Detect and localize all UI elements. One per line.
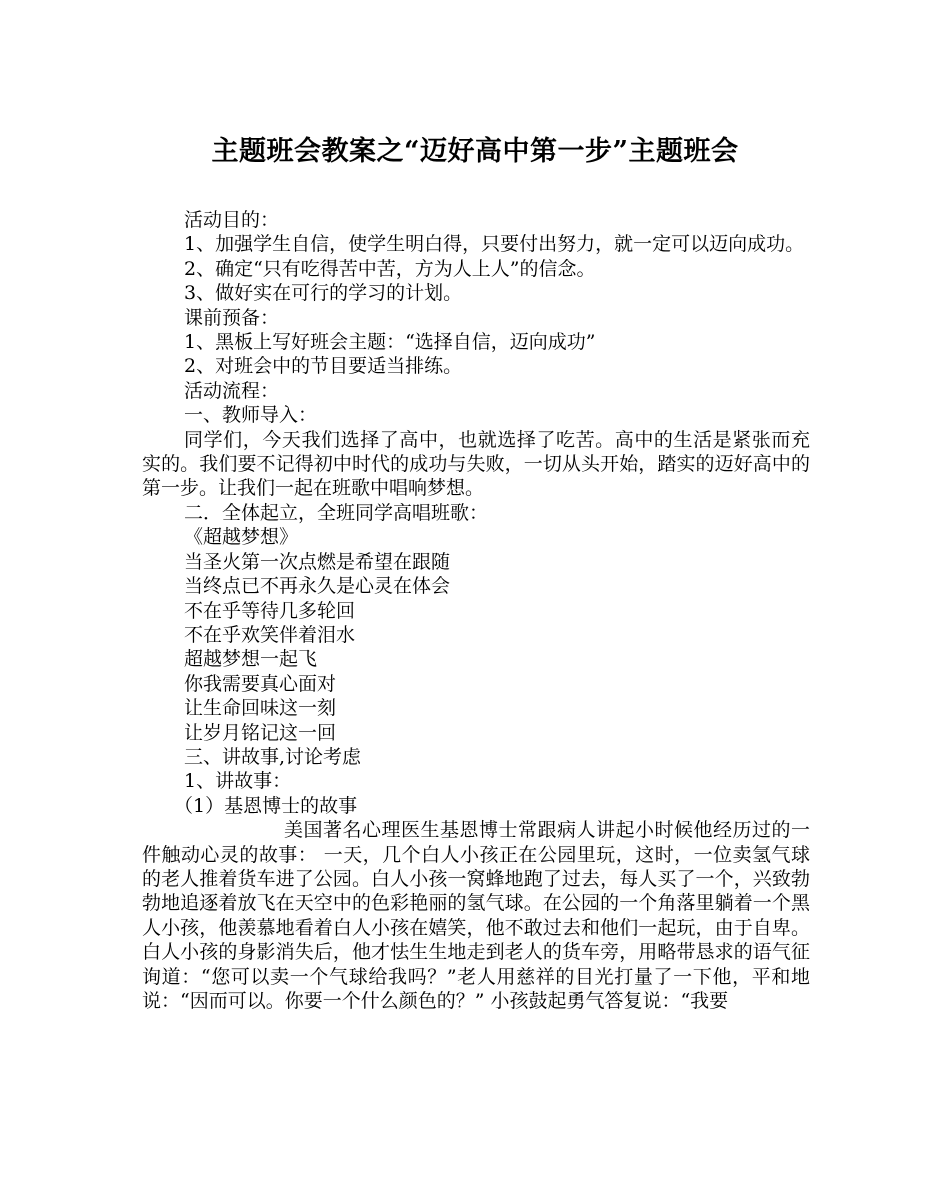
song-line: 让生命回味这一刻 <box>184 697 337 720</box>
document-title: 主题班会教案之“迈好高中第一步”主题班会 <box>211 136 739 167</box>
paragraph-story-heading: 1、讲故事： <box>184 770 292 793</box>
paragraph-story-body: 美国著名心理医生基恩博士常跟病人讲起小时候他经历过的一件触动心灵的故事： 一天，几个白人小孩正在公园里玩，这时，一位卖氢气球的老人推着货车进了公园。白人小孩一窝蜂地跑了过去，每人买了一个，兴致勃勃地追逐着放飞在天空中的色彩艳丽的氢气球。在公园的一个角落里躺着一个黑人小孩，他羡慕地看着白人小孩在嬉笑，他不敢过去和他们一起玩，由于自卑。白人小孩的身影消失后，他才怯生生地走到老人的货车旁，用略带恳求的语气征询道：“您可以卖一个气球给我吗？”老人用慈祥的目光打量了一下他，平和地说：“因而可以。你要一个什么颜色的？” 小孩鼓起勇气答复说：“我要 <box>142 819 810 1012</box>
document-body <box>142 208 810 1013</box>
song-line: 当圣火第一次点燃是希望在跟随 <box>184 550 451 573</box>
song-line: 不在乎等待几多轮回 <box>184 599 356 622</box>
song-line: 当终点已不再永久是心灵在体会 <box>184 575 451 598</box>
paragraph-activity-goal-heading: 活动目的： <box>184 209 280 231</box>
paragraph-preparation-1: 1、黑板上写好班会主题：“选择自信，迈向成功” <box>184 331 596 354</box>
paragraph-process-heading: 活动流程： <box>184 379 280 402</box>
paragraph-goal-3: 3、做好实在可行的学习的计划。 <box>184 282 463 305</box>
paragraph-goal-1: 1、加强学生自信，使学生明白得，只要付出努力，就一定可以迈向成功。 <box>184 233 805 256</box>
paragraph-story-title: （1）基恩博士的故事 <box>174 794 358 817</box>
song-line: 你我需要真心面对 <box>184 672 337 695</box>
paragraph-preparation-2: 2、对班会中的节目要适当排练。 <box>184 355 463 378</box>
paragraph-section-2-heading: 二．全体起立，全班同学高唱班歌： <box>184 501 489 524</box>
paragraph-teacher-intro: 同学们，今天我们选择了高中，也就选择了吃苦。高中的生活是紧张而充实的。我们要不记得初中时代的成功与失败，一切从头开始，踏实的迈好高中的第一步。让我们一起在班歌中唱响梦想。 <box>142 428 810 500</box>
song-line: 不在乎欢笑伴着泪水 <box>184 623 356 646</box>
paragraph-section-1-heading: 一、教师导入： <box>184 404 318 427</box>
song-title: 《超越梦想》 <box>184 526 299 549</box>
song-line: 让岁月铭记这一回 <box>184 721 337 744</box>
paragraph-preparation-heading: 课前预备： <box>184 306 280 329</box>
song-line: 超越梦想一起飞 <box>184 648 318 671</box>
paragraph-section-3-heading: 三、讲故事,讨论考虑 <box>184 745 362 768</box>
paragraph-goal-2: 2、确定“只有吃得苦中苦，方为人上人”的信念。 <box>184 257 596 280</box>
